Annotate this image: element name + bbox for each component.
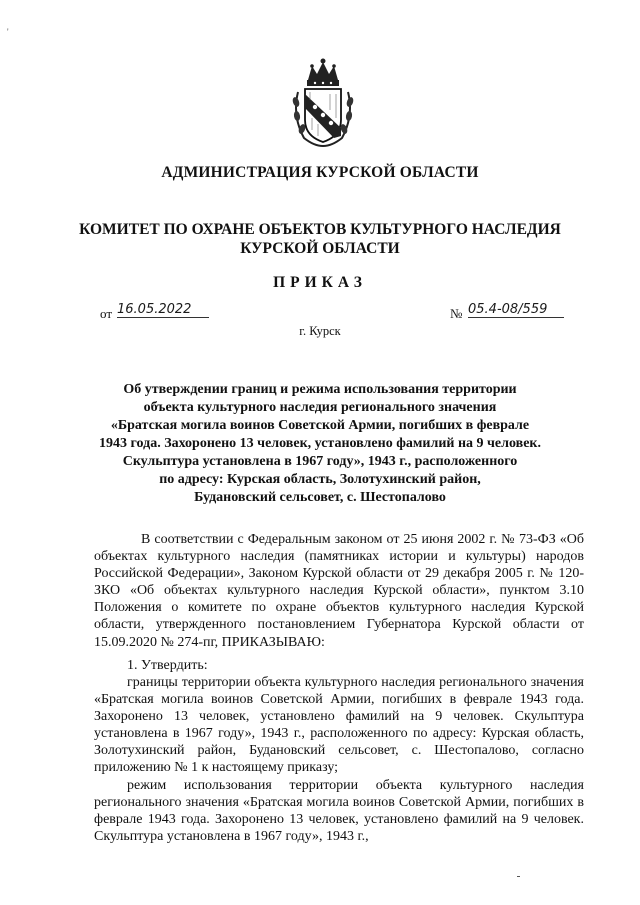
order-subject (0, 381, 640, 507)
date-value: 16.05.2022 (117, 302, 209, 318)
subject-line-5: Скульптура установлена в 1967 году», 1943 г., расположенного (122, 454, 518, 469)
subject-line-7: Будановский сельсовет, с. Шестопалово (194, 490, 446, 505)
committee-name (0, 220, 640, 258)
subject-line-3: «Братская могила воинов Советской Армии, погибших в феврале (110, 418, 530, 433)
document-type: ПРИКАЗ (273, 274, 367, 291)
paragraph-boundaries: границы территории объекта культурного наследия регионального значения «Братская могила воинов Советской Армии, погибших в феврале 1943 года. Захоронено 13 человек, установлено фамилий на 9 человек. Скульптура установлена в 1967 году», 1943 г., расположенного по адресу: Курская область, Золотухинский район, Будановский сельсовет, с. Шестопалово, согласно приложению № 1 к настоящему приказу; (94, 675, 584, 776)
scan-dot (517, 876, 520, 877)
subject-line-2: объекта культурного наследия регионального значения (143, 400, 497, 415)
city: г. Курск (299, 324, 341, 338)
subject-line-4: 1943 года. Захоронено 13 человек, установлено фамилий на 9 человек. (99, 436, 541, 451)
number-value: 05.4-08/559 (468, 302, 564, 318)
subject-line-1: Об утверждении границ и режима использования территории (123, 382, 517, 397)
committee-line-1: КОМИТЕТ ПО ОХРАНЕ ОБЪЕКТОВ КУЛЬТУРНОГО НАСЛЕДИЯ (79, 221, 561, 238)
organization-name: АДМИНИСТРАЦИЯ КУРСКОЙ ОБЛАСТИ (161, 164, 479, 181)
date-label: от (100, 306, 113, 321)
number-label: № (450, 306, 463, 321)
paragraph-approve: 1. Утвердить: (127, 658, 208, 673)
scan-marker: ' (7, 27, 9, 37)
paragraph-legal-basis: В соответствии с Федеральным законом от 25 июня 2002 г. № 73-ФЗ «Об объектах культурного наследия (памятниках истории и культуры) народов Российской Федерации», Законом Курской области от 29 декабря 2005 г. № 120-ЗКО «Об объектах культурного наследия Курской области», пунктом 3.10 Положения о комитете по охране объектов культурного наследия Курской области, утвержденного постановлением Губернатора Курской области от 15.09.2020 № 274-пг, ПРИКАЗЫВАЮ: (94, 532, 584, 650)
coat-of-arms-icon (288, 58, 358, 148)
subject-line-6: по адресу: Курская область, Золотухинский район, (159, 472, 481, 487)
committee-line-2: КУРСКОЙ ОБЛАСТИ (240, 240, 400, 257)
paragraph-usage-regime: режим использования территории объекта культурного наследия регионального значения «Братская могила воинов Советской Армии, погибших в феврале 1943 года. Захоронено 13 человек, установлено фамилий на 9 человек. Скульптура установлена в 1967 году», 1943 г., (94, 778, 584, 845)
